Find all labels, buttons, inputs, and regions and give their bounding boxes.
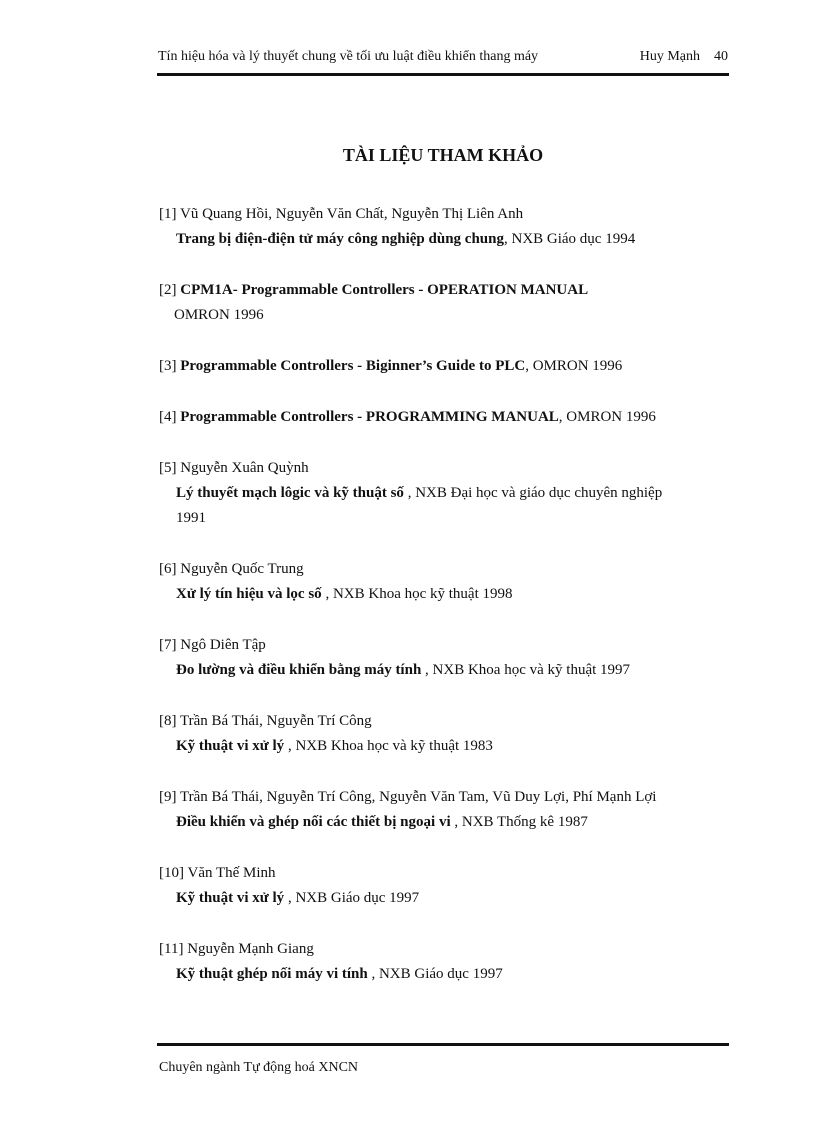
reference-work: Programmable Controllers - Biginner’s Guide to PLC <box>180 358 526 374</box>
reference-authors: Nguyễn Mạnh Giang <box>187 941 314 957</box>
reference-publisher: , NXB Giáo dục 1997 <box>284 890 420 906</box>
reference-authors: Trần Bá Thái, Nguyễn Trí Công, Nguyễn Văn Tam, Vũ Duy Lợi, Phí Mạnh Lợi <box>179 789 657 805</box>
reference-authors: Nguyễn Quốc Trung <box>180 561 304 577</box>
reference-number: [3] <box>159 358 177 374</box>
reference-number: [9] <box>159 789 177 805</box>
reference-header-line <box>159 861 729 886</box>
reference-item-3 <box>159 354 729 379</box>
reference-number: [4] <box>159 409 177 425</box>
reference-work-line <box>159 582 729 607</box>
reference-publisher: , NXB Giáo dục 1997 <box>367 966 503 982</box>
reference-publisher: , NXB Khoa học kỹ thuật 1998 <box>321 586 513 602</box>
reference-publisher: , NXB Thống kê 1987 <box>450 814 588 830</box>
reference-header-line <box>159 937 729 962</box>
reference-work: Programmable Controllers - PROGRAMMING MANUAL <box>180 409 559 425</box>
reference-number: [7] <box>159 637 177 653</box>
reference-header-line <box>159 633 729 658</box>
reference-item-9 <box>159 785 729 835</box>
reference-item-2 <box>159 278 729 328</box>
reference-work: Kỹ thuật vi xử lý <box>176 890 285 906</box>
reference-header-line <box>159 202 729 227</box>
reference-work: Trang bị điện-điện tử máy công nghiệp dùng chung <box>176 231 504 247</box>
reference-publisher: , NXB Giáo dục 1994 <box>503 231 636 247</box>
reference-work-line <box>159 734 729 759</box>
reference-header-line <box>159 709 729 734</box>
reference-authors: Vũ Quang Hồi, Nguyễn Văn Chất, Nguyễn Thị Liên Anh <box>179 206 524 222</box>
reference-authors: Nguyễn Xuân Quỳnh <box>180 460 309 476</box>
reference-number: [10] <box>159 865 184 881</box>
reference-item-4 <box>159 405 729 430</box>
reference-item-11 <box>159 937 729 987</box>
reference-item-5 <box>159 456 729 531</box>
reference-publisher: , NXB Đại học và giáo dục chuyên nghiệp <box>403 485 663 501</box>
section-title: TÀI LIỆU THAM KHẢO <box>342 145 544 165</box>
reference-work-line <box>159 962 729 987</box>
header-author-page <box>640 47 728 67</box>
reference-item-1 <box>159 202 729 252</box>
page-footer: Chuyên ngành Tự động hoá XNCN <box>159 1060 359 1075</box>
reference-authors: Ngô Diên Tập <box>180 637 266 653</box>
reference-header-line <box>159 354 729 379</box>
reference-work: Kỹ thuật vi xử lý <box>176 738 285 754</box>
reference-work: CPM1A- Programmable Controllers - OPERATION MANUAL <box>180 282 589 298</box>
reference-authors: Trần Bá Thái, Nguyễn Trí Công <box>179 713 372 729</box>
reference-work-line <box>159 658 729 683</box>
reference-publisher-cont: 1991 <box>176 510 206 526</box>
reference-work-line <box>159 886 729 911</box>
reference-number: [5] <box>159 460 177 476</box>
reference-work: Kỹ thuật ghép nối máy vi tính <box>176 966 368 982</box>
reference-work-line <box>159 481 729 506</box>
reference-item-6 <box>159 557 729 607</box>
reference-header-line <box>159 278 729 303</box>
footer-rule <box>157 1043 729 1046</box>
reference-header-line <box>159 405 729 430</box>
reference-number: [1] <box>159 206 177 222</box>
reference-number: [8] <box>159 713 177 729</box>
header-author: Huy Mạnh <box>639 49 700 64</box>
reference-number: [6] <box>159 561 177 577</box>
reference-work-line <box>159 810 729 835</box>
header-title: Tín hiệu hóa và lý thuyết chung về tối ưu luật điều khiển thang máy <box>158 49 539 64</box>
reference-item-7 <box>159 633 729 683</box>
page-number: 40 <box>714 49 728 64</box>
reference-item-8 <box>159 709 729 759</box>
reference-publisher: , OMRON 1996 <box>558 409 656 425</box>
reference-item-10 <box>159 861 729 911</box>
reference-number: [11] <box>159 941 184 957</box>
reference-work: Lý thuyết mạch lôgic và kỹ thuật số <box>176 485 404 501</box>
reference-publisher: , NXB Khoa học và kỹ thuật 1997 <box>421 662 631 678</box>
reference-work: Xử lý tín hiệu và lọc số <box>176 586 322 602</box>
reference-publisher: , NXB Khoa học và kỹ thuật 1983 <box>284 738 493 754</box>
reference-authors: Văn Thế Minh <box>187 865 276 881</box>
reference-publisher: OMRON 1996 <box>174 307 264 323</box>
reference-publisher: , OMRON 1996 <box>525 358 623 374</box>
reference-header-line <box>159 456 729 481</box>
reference-number: [2] <box>159 282 177 298</box>
reference-work: Điều khiển và ghép nối các thiết bị ngoại vi <box>176 814 451 830</box>
reference-header-line <box>159 785 729 810</box>
reference-work: Đo lường và điều khiển bằng máy tính <box>176 662 422 678</box>
reference-header-line <box>159 557 729 582</box>
reference-work-line <box>159 227 729 252</box>
header-rule <box>157 73 729 76</box>
